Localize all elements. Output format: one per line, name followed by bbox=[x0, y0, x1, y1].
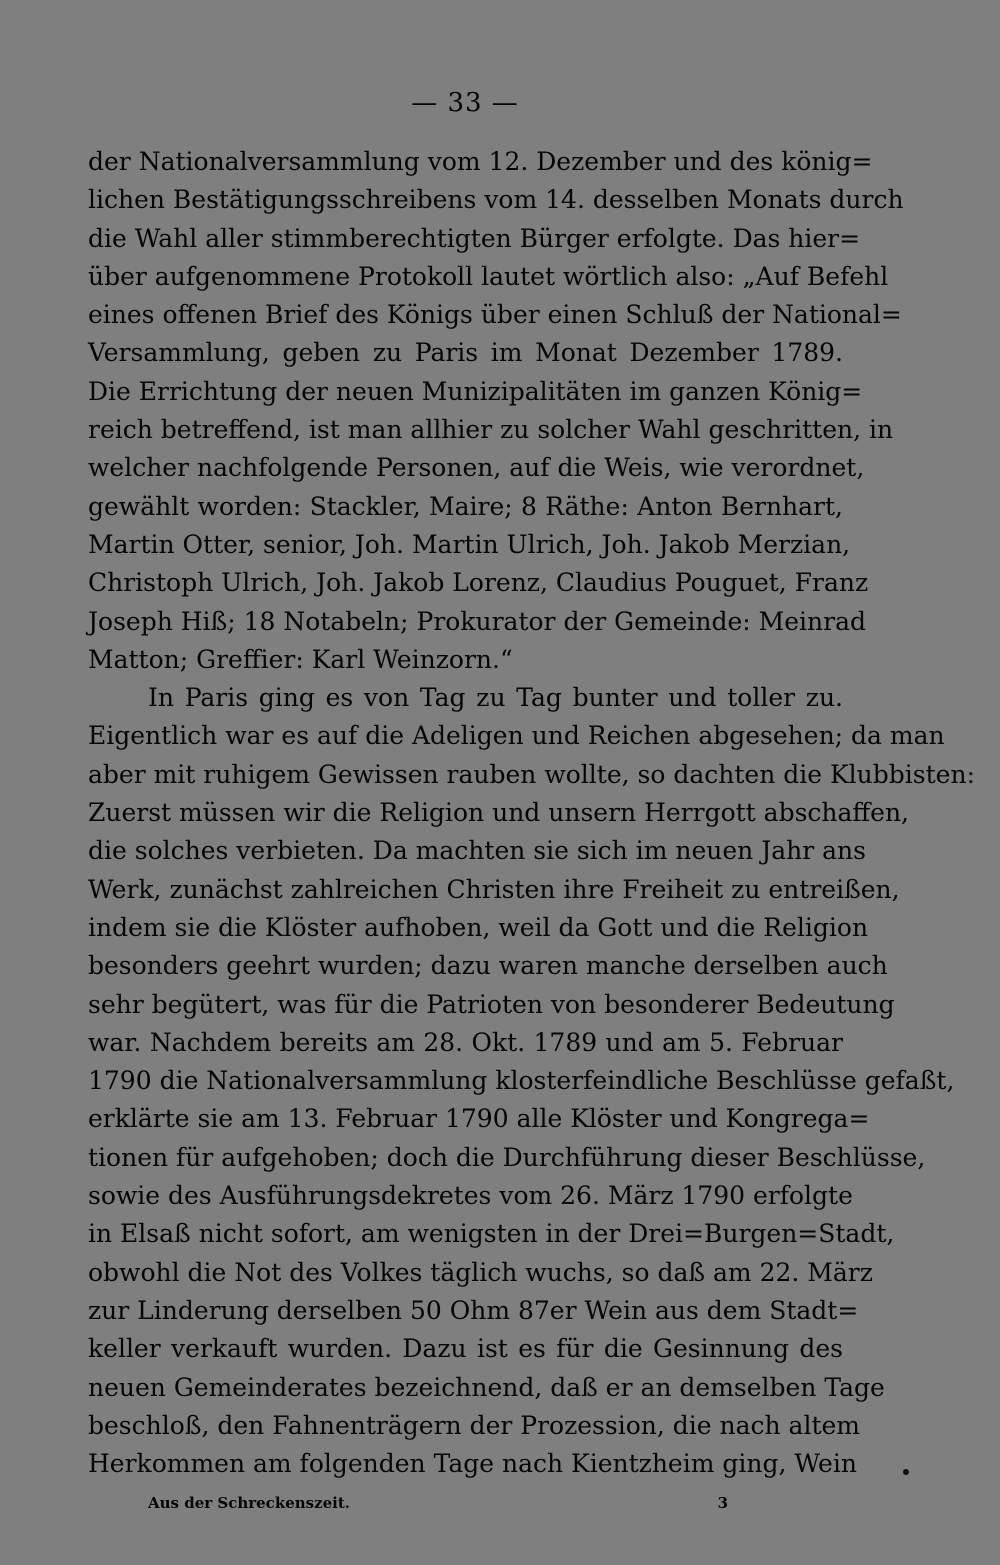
text-line: keller verkauft wurden. Dazu ist es für die Gesinnung des bbox=[88, 1334, 843, 1364]
paragraph-1 bbox=[88, 143, 904, 679]
text-line: in Elsaß nicht sofort, am wenigsten in der Drei=Burgen=Stadt, bbox=[88, 1219, 895, 1249]
text-line: In Paris ging es von Tag zu Tag bunter und toller zu. bbox=[148, 683, 843, 713]
sheet-number: 3 bbox=[717, 1494, 728, 1512]
text-line: beschloß, den Fahnenträgern der Prozession, die nach altem bbox=[88, 1410, 860, 1440]
text-line: 1790 die Nationalversammlung klosterfeindliche Beschlüsse gefaßt, bbox=[88, 1066, 955, 1096]
text-line: Martin Otter, senior, Joh. Martin Ulrich, Joh. Jakob Merzian, bbox=[88, 529, 851, 559]
text-line: der Nationalversammlung vom 12. Dezember und des könig= bbox=[88, 147, 873, 176]
text-line: lichen Bestätigungsschreibens vom 14. desselben Monats durch bbox=[88, 185, 904, 215]
text-line: Werk, zunächst zahlreichen Christen ihre Freiheit zu entreißen, bbox=[88, 874, 900, 904]
text-line: Versammlung, geben zu Paris im Monat Dezember 1789. bbox=[88, 338, 843, 368]
text-line: gewählt worden: Stackler, Maire; 8 Räthe: Anton Bernhart, bbox=[88, 491, 843, 521]
text-line: die solches verbieten. Da machten sie sich im neuen Jahr ans bbox=[88, 836, 866, 866]
text-line: tionen für aufgehoben; doch die Durchführung dieser Beschlüsse, bbox=[88, 1142, 926, 1172]
text-line: eines offenen Brief des Königs über einen Schluß der National= bbox=[88, 300, 902, 330]
text-line: Matton; Greffier: Karl Weinzorn.“ bbox=[88, 644, 513, 674]
paragraph-2 bbox=[88, 679, 975, 1483]
text-line: sowie des Ausführungsdekretes vom 26. März 1790 erfolgte bbox=[88, 1181, 853, 1211]
text-line: sehr begütert, was für die Patrioten von besonderer Bedeutung bbox=[88, 989, 895, 1019]
text-line: erklärte sie am 13. Februar 1790 alle Klöster und Kongrega= bbox=[88, 1104, 870, 1134]
text-line: welcher nachfolgende Personen, auf die Weis, wie verordnet, bbox=[88, 453, 865, 483]
text-line: neuen Gemeinderates bezeichnend, daß er an demselben Tage bbox=[88, 1372, 885, 1402]
text-line: besonders geehrt wurden; dazu waren manche derselben auch bbox=[88, 951, 888, 981]
text-line: reich betreffend, ist man allhier zu solcher Wahl geschritten, in bbox=[88, 415, 894, 445]
text-line: Zuerst müssen wir die Religion und unsern Herrgott abschaffen, bbox=[88, 798, 910, 828]
signature-mark: Aus der Schreckenszeit. bbox=[148, 1494, 351, 1512]
text-line: Die Errichtung der neuen Munizipalitäten im ganzen König= bbox=[88, 376, 863, 406]
text-line: obwohl die Not des Volkes täglich wuchs, so daß am 22. März bbox=[88, 1257, 873, 1287]
text-line: die Wahl aller stimmberechtigten Bürger erfolgte. Das hier= bbox=[88, 223, 861, 253]
text-line: Christoph Ulrich, Joh. Jakob Lorenz, Claudius Pouguet, Franz bbox=[88, 568, 869, 598]
text-line: indem sie die Klöster aufhoben, weil da Gott und die Religion bbox=[88, 912, 869, 942]
text-line: war. Nachdem bereits am 28. Okt. 1789 und am 5. Februar bbox=[88, 1027, 843, 1057]
text-line: über aufgenommene Protokoll lautet wörtlich also: „Auf Befehl bbox=[88, 261, 889, 291]
text-line: Herkommen am folgenden Tage nach Kientzheim ging, Wein bbox=[88, 1449, 857, 1479]
text-line: zur Linderung derselben 50 Ohm 87er Wein aus dem Stadt= bbox=[88, 1295, 859, 1325]
text-line: Joseph Hiß; 18 Notabeln; Prokurator der Gemeinde: Meinrad bbox=[88, 606, 867, 636]
page-number: — 33 — bbox=[411, 88, 519, 118]
text-line: aber mit ruhigem Gewissen rauben wollte, so dachten die Klubbisten: bbox=[88, 759, 975, 789]
ink-speck bbox=[903, 1469, 909, 1475]
body-text bbox=[88, 143, 975, 1483]
text-line: Eigentlich war es auf die Adeligen und Reichen abgesehen; da man bbox=[88, 721, 945, 751]
